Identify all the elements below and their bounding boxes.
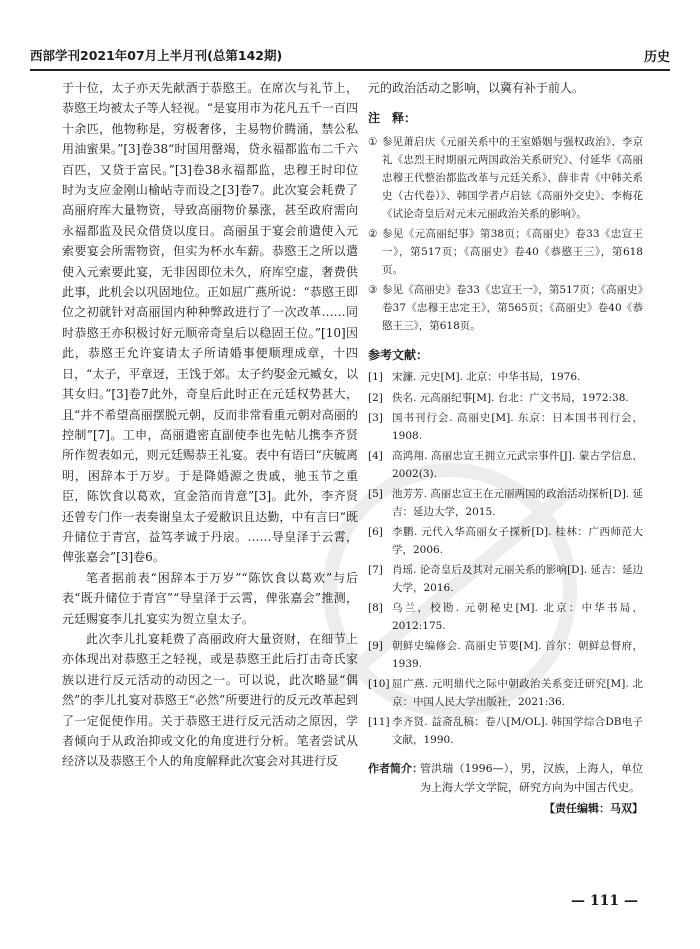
reference-text: 肖瑶. 论奇皇后及其对元丽关系的影响[D]. 延吉：延边大学，2016. [392,564,643,594]
reference-text: 国书刊行会. 高丽史[M]. 东京：日本国书刊行会，1908. [392,412,643,442]
note-marker: ③ [368,283,378,296]
reference-item [368,676,643,711]
author-label: 作者简介： [368,762,423,776]
paragraph-continuation: 元的政治活动之影响，以冀有补于前人。 [368,81,585,95]
references-heading: 参考文献： [368,347,429,362]
reference-text: 朝鲜史编修会. 高丽史节要[M]. 首尔：朝鲜总督府，1939. [392,640,643,670]
note-marker: ① [368,135,378,148]
page-header [30,46,670,68]
note-text: 参见《高丽史》卷33《忠宣王一》，第517页；《高丽史》卷37《忠穆王忠定王》，第565页；《高丽史》卷40《恭愍王三》，第618页。 [382,283,643,332]
reference-item [368,410,643,445]
reference-text: 佚名. 元高丽纪事[M]. 台北：广文书局，1972:38. [392,391,629,404]
reference-item [368,390,643,408]
reference-number: [8] [368,602,383,615]
reference-text: 李鹏. 元代入华高丽女子探析[D]. 桂林：广西师范大学，2006. [392,526,643,556]
note-marker: ② [368,227,378,240]
reference-text: 高鸿翔. 高丽忠宣王拥立元武宗事件[J]. 蒙古学信息，2002(3). [392,450,643,480]
reference-number: [5] [368,488,383,501]
notes-heading: 注 释： [368,111,417,126]
reference-item [368,369,643,387]
reference-number: [7] [368,564,383,577]
paragraph-3: 此次李儿扎宴耗费了高丽政府大量资财，在细节上亦体现出对恭愍王之轻视，或是恭愍王此后打击奇氏家族以进行反元活动的动因之一。可以说，此次略显“偶然”的李儿扎宴对恭愍王“必然”所要进行的反元改革起到了一定促使作用。关于恭愍王进行反元活动之原因，学者倾向于从政治抑或文化的角度进行分析。笔者尝试从经济以及恭愍王个人的角度解释此次宴会对其进行反 [62,631,358,769]
reference-item [368,448,643,483]
reference-number: [10] [368,678,390,691]
section-title: 历史 [643,50,670,65]
paragraph-1: 于十位，太子亦天先献酒于恭愍王。在席次与礼节上，恭愍王均被太子等人轻视。“是宴用市为花凡五千一百四十余匹，他物称是，穷极奢侈，主易物价腾涌，禁公私用油蜜果。”[3]卷38“时国用罄竭，贷永福都监布二千六百匹，又贷于富民。”[3]卷38永福都监，忠穆王时印位时为支应金刚山榆岾寺而设之[3]卷7。此次宴会耗费了高丽府库大量物资，导致高丽物价暴涨，甚至政府需向永福都监及民众借贷以度日。高丽虽于宴会前遣使入元索要宴会所需物资，但实为杯水车薪。恭愍王之所以遣使入元索要此宴，无非因即位未久，府库空虚，奢费供此事，此机会以巩固地位。正如屈广燕所说：“恭愍王即位之初就针对高丽国内种种弊政进行了一次改革……同时恭愍王亦积极讨好元顺帝奇皇后以稳固王位。”[10]因此，恭愍王允许宴请太子所请婚事便顺理成章，十四日，“太子，平章迓，王饯于郊。太子约娶金元臧女，以其女归。”[3]卷7此外，奇皇后此时正在元廷权势甚大，且“并不希望高丽摆脱元朝，反而非常看重元朝对高丽的控制”[7]。工申，高丽遣密直副使李也先帖儿携李齐贤所作贺表如元，则元廷赐恭王礼宴。表中有语曰“庆毓离明，困辞本于万岁。于是降婚源之贵戚，驰玉节之重臣，陈饮食以葛欢，宣金箔而肯意”[3]。此外，李齐贤还曾专门作一表奏谢皇太子爱敝识且达勤，中有言曰“既升储位于青宫，益笃孝诚于丹扆。……导皇泽于云霄，俾张嘉会”[3]卷6。 [62,81,358,565]
note-item [368,225,643,279]
reference-text: 池芳芳. 高丽忠宣王在元丽两国的政治活动探析[D]. 延吉：延边大学，2015. [392,488,643,518]
reference-number: [4] [368,450,383,463]
reference-item [368,600,643,635]
reference-text: 乌兰，校勘. 元朝秘史[M]. 北京：中华书局，2012:175. [392,602,643,632]
note-text: 参见《元高丽纪事》第38页；《高丽史》卷33《忠宣王一》，第517页；《高丽史》卷40《恭愍王三》，第618页。 [382,227,643,276]
reference-item [368,524,643,559]
author-text: 管洪瑞（1996—），男，汉族，上海人，单位为上海大学文学院，研究方向为中国古代史。 [420,762,643,795]
reference-item [368,638,643,673]
left-column [62,78,358,772]
reference-number: [9] [368,640,383,653]
reference-text: 李齐贤. 益斋乱稿：卷八[M/OL]. 韩国学综合DB电子文献，1990. [392,716,643,746]
reference-item [368,486,643,521]
reference-text: 宋濂. 元史[M]. 北京：中华书局，1976. [392,371,581,384]
reference-list [368,369,643,749]
paragraph-2: 笔者据前表“困辞本于万岁”“陈饮食以葛欢”与后表“既升储位于青宫”“导皇泽于云霄，俾张嘉会”推测，元廷赐宴李儿扎宴实为贺立皇太子。 [62,570,358,626]
reference-number: [6] [368,526,383,539]
header-rule [30,69,670,71]
reference-number: [11] [368,716,390,729]
reference-number: [1] [368,371,383,384]
reference-number: [3] [368,412,383,425]
right-column [368,78,643,820]
reference-item [368,562,643,597]
journal-title: 西部学刊2021年07月上半月刊(总第142期) [30,48,283,63]
reference-number: [2] [368,391,383,404]
note-item [368,133,643,223]
page-number: — 111 — [571,893,638,909]
note-item [368,281,643,335]
responsible-editor: 【责任编辑：马双】 [544,802,643,816]
note-text: 参见萧启庆《元丽关系中的王室婚姻与强权政治》、李京礼《忠烈王时期丽元两国政治关系研究》、付延华《高丽忠穆王代整治都监改革与元廷关系》、薛非青《中韩关系史（古代卷）》、韩国学者卢启铉《高丽外交史》、李梅花《试论奇皇后对元末元丽政治关系的影响》。 [382,135,643,220]
reference-item [368,714,643,749]
author-bio [368,759,643,797]
reference-text: 屈广燕. 元明鼎代之际中朝政治关系变迁研究[M]. 北京：中国人民大学出版社，2021:36. [392,678,643,708]
